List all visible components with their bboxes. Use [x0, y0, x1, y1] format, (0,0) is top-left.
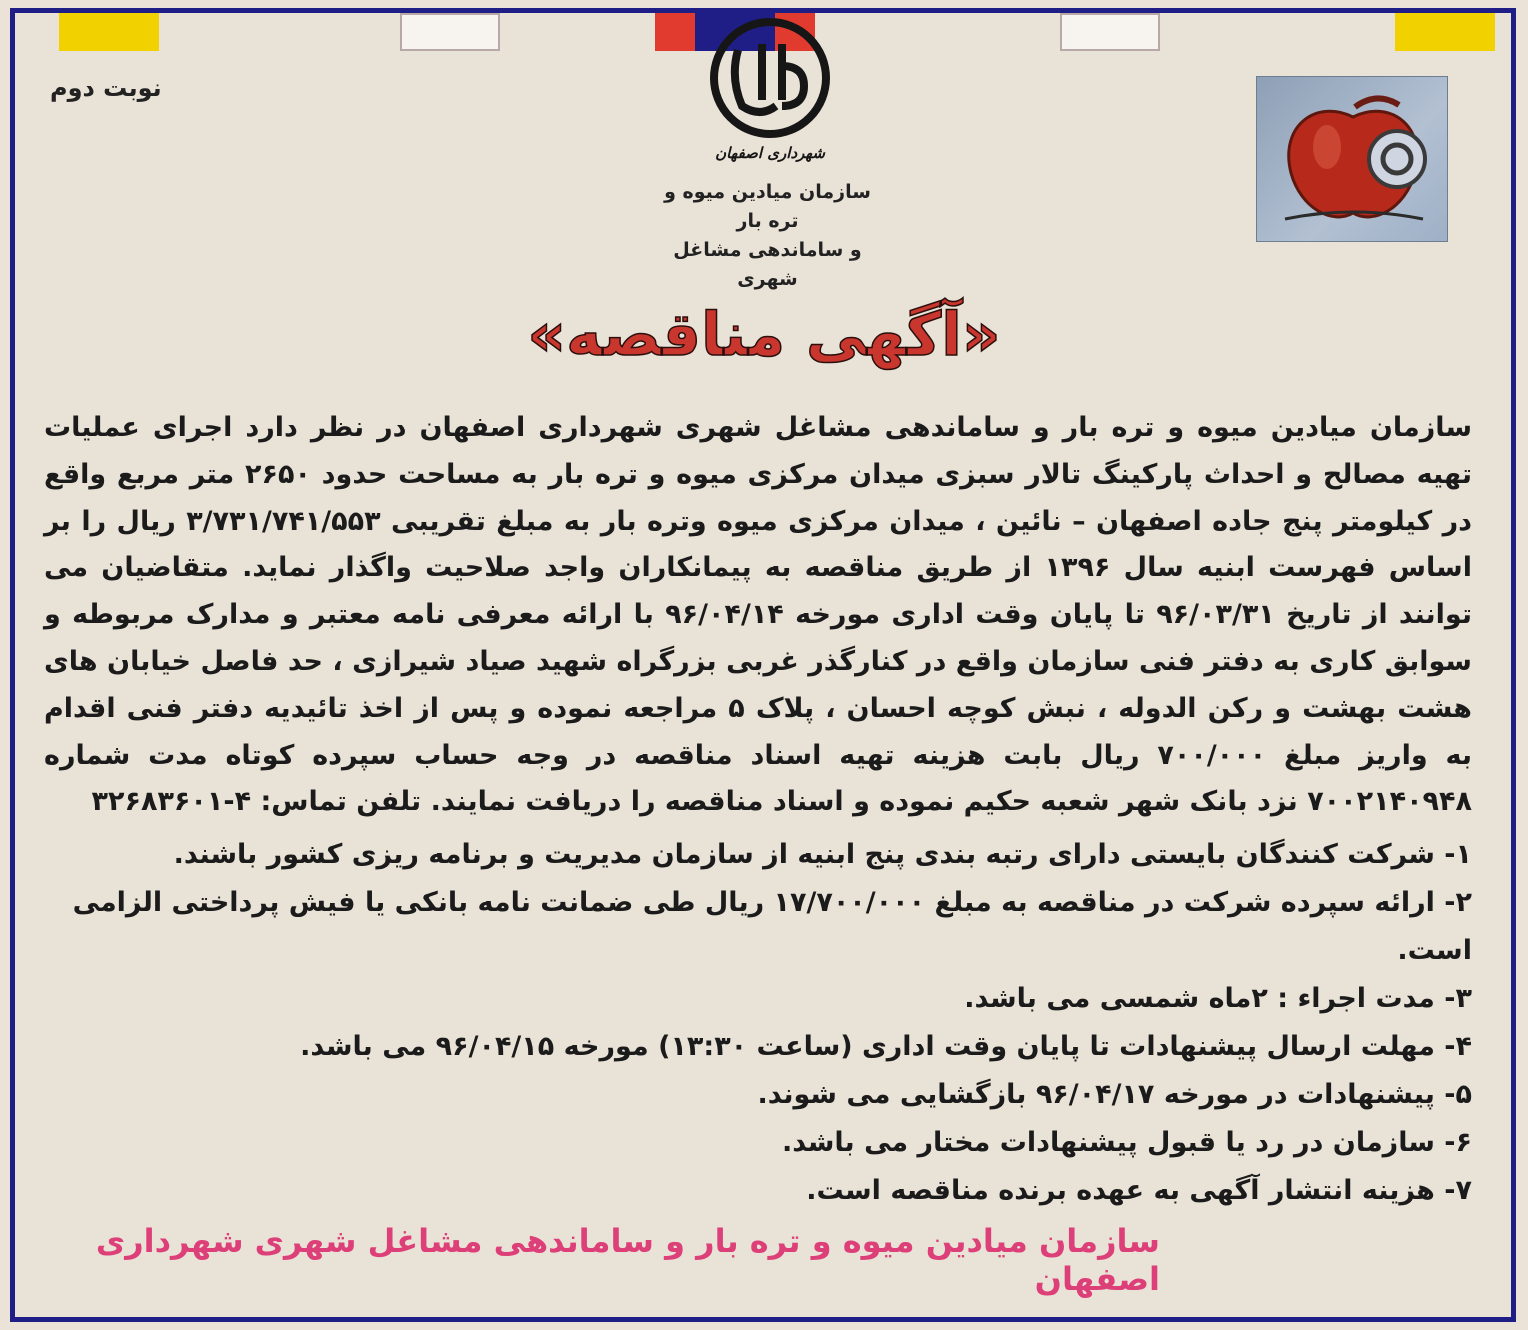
- condition-item: ۳- مدت اجراء : ۲ماه شمسی می باشد.: [964, 983, 1472, 1014]
- condition-item: ۴- مهلت ارسال پیشنهادات تا پایان وقت اداری (ساعت ۱۳:۳۰) مورخه ۹۶/۰۴/۱۵ می باشد.: [300, 1031, 1472, 1062]
- apple-emblem-icon: [1257, 77, 1447, 241]
- organization-name-line2: و ساماندهی مشاغل شهری: [673, 239, 862, 290]
- notice-title: «آگهی مناقصه»: [527, 300, 1001, 370]
- publication-round: نوبت دوم: [50, 74, 162, 102]
- red-strip-left: [655, 13, 695, 51]
- municipality-caption: شهرداری اصفهان: [715, 144, 825, 162]
- apple-emblem-badge: [1256, 76, 1448, 242]
- condition-item: ۱- شرکت کنندگان بایستی دارای رتبه بندی پنج ابنیه از سازمان مدیریت و برنامه ریزی کشور باشند.: [173, 839, 1472, 870]
- municipality-emblem-icon: [700, 14, 840, 164]
- condition-item: ۵- پیشنهادات در مورخه ۹۶/۰۴/۱۷ بازگشایی می شوند.: [757, 1079, 1472, 1110]
- conditions-list: [44, 831, 1472, 1215]
- notice-body: سازمان میادین میوه و تره بار و ساماندهی مشاغل شهری شهرداری اصفهان در نظر دارد اجرای عملیات تهیه مصالح و احداث پارکینگ تالار سبزی میدان مرکزی میوه و تره بار به مساحت حدود ۲۶۵۰ متر مربع واقع در کیلومتر پنج جاده اصفهان – نائین ، میدان مرکزی میوه وتره بار به مبلغ تقریبی ۳/۷۳۱/۷۴۱/۵۵۳ ریال را بر اساس فهرست ابنیه سال ۱۳۹۶ از طریق مناقصه به پیمانکاران واجد صلاحیت واگذار نماید. متقاضیان می توانند از تاریخ ۹۶/۰۳/۳۱ تا پایان وقت اداری مورخه ۹۶/۰۴/۱۴ با ارائه معرفی نامه معتبر و مدارک مربوطه و سوابق کاری به دفتر فنی سازمان واقع در کنارگذر غربی بزرگراه شهید صیاد شیرازی ، حد فاصل خیابان های هشت بهشت و رکن الدوله ، نبش کوچه احسان ، پلاک ۵ مراجعه نموده و پس از اخذ تائیدیه دفتر فنی اقدام به واریز مبلغ ۷۰۰/۰۰۰ ریال بابت هزینه تهیه اسناد مناقصه در وجه حساب سپرده کوتاه مدت شماره ۷۰۰۲۱۴۰۹۴۸ نزد بانک شهر شعبه حکیم نموده و اسناد مناقصه را دریافت نمایند. تلفن تماس: ۴-۳۲۶۸۳۶۰۱: [44, 412, 1472, 818]
- organization-name-line1: سازمان میادین میوه و تره بار: [664, 181, 871, 232]
- organization-name: [650, 178, 885, 294]
- condition-item: ۷- هزینه انتشار آگهی به عهده برنده مناقصه است.: [806, 1175, 1472, 1206]
- yellow-strip-right: [1395, 13, 1495, 51]
- footer-organization: سازمان میادین میوه و تره بار و ساماندهی مشاغل شهری شهرداری اصفهان: [95, 1222, 1160, 1298]
- white-strip-right: [1060, 13, 1160, 51]
- white-strip-left: [400, 13, 500, 51]
- condition-item: ۶- سازمان در رد یا قبول پیشنهادات مختار می باشد.: [781, 1127, 1472, 1158]
- yellow-strip-left: [59, 13, 159, 51]
- condition-item: ۲- ارائه سپرده شرکت در مناقصه به مبلغ ۱۷/۷۰۰/۰۰۰ ریال طی ضمانت نامه بانکی یا فیش پرداختی الزامی است.: [72, 887, 1472, 966]
